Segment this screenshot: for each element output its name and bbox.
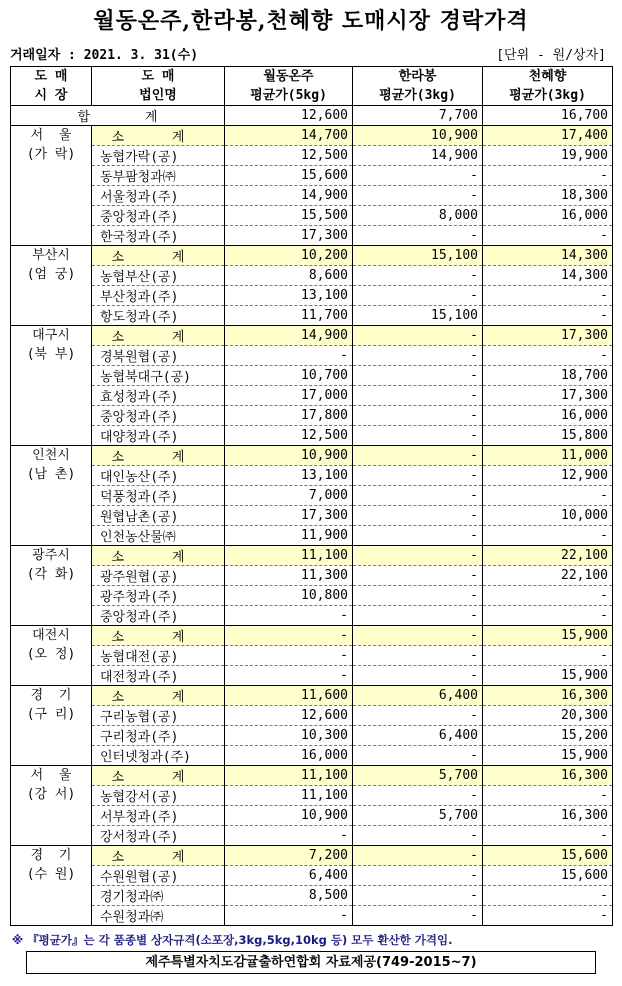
corp-name: 중앙청과(주): [92, 406, 225, 426]
subtotal-label: 소 계: [92, 446, 225, 466]
market-cell: 서 울 (강 서): [11, 766, 92, 846]
market-cell: 경 기 (수 원): [11, 846, 92, 926]
price-cell-1: -: [225, 606, 353, 626]
price-cell-3: 16,300: [483, 806, 613, 826]
market-cell: 대전시 (오 정): [11, 626, 92, 686]
price-cell-2: -: [353, 166, 483, 186]
price-cell-1: 12,500: [225, 146, 353, 166]
price-cell-2: -: [353, 626, 483, 646]
price-cell-2: 15,100: [353, 306, 483, 326]
market-cell: 경 기 (구 리): [11, 686, 92, 766]
price-cell-2: -: [353, 446, 483, 466]
price-cell-3: -: [483, 346, 613, 366]
price-cell-3: -: [483, 646, 613, 666]
price-cell-2: -: [353, 526, 483, 546]
price-cell-3: 17,400: [483, 126, 613, 146]
price-cell-1: 10,900: [225, 806, 353, 826]
header-col1: 월동온주 평균가(5kg): [225, 67, 353, 106]
price-cell-3: 16,300: [483, 766, 613, 786]
price-cell-1: 15,600: [225, 166, 353, 186]
price-cell-1: -: [225, 346, 353, 366]
corp-name: 경북원협(공): [92, 346, 225, 366]
table-row: [11, 606, 613, 626]
price-cell-1: 7,000: [225, 486, 353, 506]
price-cell-1: -: [225, 646, 353, 666]
corp-name: 광주원협(공): [92, 566, 225, 586]
price-cell-3: 15,200: [483, 726, 613, 746]
price-cell-2: -: [353, 746, 483, 766]
corp-name: 대인농산(주): [92, 466, 225, 486]
corp-name: 효성청과(주): [92, 386, 225, 406]
price-cell-2: -: [353, 646, 483, 666]
price-cell-2: 5,700: [353, 766, 483, 786]
price-cell-2: 5,700: [353, 806, 483, 826]
subtotal-row: [11, 626, 613, 646]
price-cell-3: -: [483, 226, 613, 246]
price-cell-3: 17,300: [483, 326, 613, 346]
price-cell-3: 16,000: [483, 406, 613, 426]
corp-name: 구리청과(주): [92, 726, 225, 746]
subtotal-row: [11, 846, 613, 866]
price-cell-3: 15,900: [483, 666, 613, 686]
price-cell-3: 10,000: [483, 506, 613, 526]
price-cell-3: 14,300: [483, 246, 613, 266]
price-cell-2: -: [353, 666, 483, 686]
total-value-3: 16,700: [483, 106, 613, 126]
price-cell-3: 18,700: [483, 366, 613, 386]
page-title: 월동온주,한라봉,천혜향 도매시장 경락가격: [93, 8, 529, 34]
price-cell-3: -: [483, 526, 613, 546]
table-row: [11, 826, 613, 846]
total-value-1: 12,600: [225, 106, 353, 126]
corp-name: 농협대전(공): [92, 646, 225, 666]
subtotal-label: 소 계: [92, 766, 225, 786]
table-row: [11, 866, 613, 886]
price-cell-1: -: [225, 626, 353, 646]
price-cell-2: 6,400: [353, 726, 483, 746]
subtotal-row: [11, 546, 613, 566]
price-cell-1: 13,100: [225, 466, 353, 486]
price-cell-1: 11,600: [225, 686, 353, 706]
subtotal-row: [11, 766, 613, 786]
corp-name: 농협강서(공): [92, 786, 225, 806]
price-cell-2: -: [353, 566, 483, 586]
price-cell-2: 6,400: [353, 686, 483, 706]
subtotal-label: 소 계: [92, 626, 225, 646]
price-cell-1: 10,300: [225, 726, 353, 746]
price-cell-3: -: [483, 486, 613, 506]
table-row: [11, 646, 613, 666]
price-cell-1: 11,100: [225, 786, 353, 806]
price-cell-2: -: [353, 186, 483, 206]
price-cell-2: -: [353, 326, 483, 346]
subtotal-label: 소 계: [92, 246, 225, 266]
corp-name: 인천농산물㈜: [92, 526, 225, 546]
table-row: [11, 786, 613, 806]
market-cell: 광주시 (각 화): [11, 546, 92, 626]
total-label: 합 계: [11, 106, 225, 126]
price-cell-1: 10,800: [225, 586, 353, 606]
price-cell-2: -: [353, 346, 483, 366]
source-box: 제주특별자치도감귤출하연합회 자료제공(749-2015~7): [26, 951, 596, 974]
price-cell-1: 11,900: [225, 526, 353, 546]
table-row: [11, 566, 613, 586]
price-cell-3: 19,900: [483, 146, 613, 166]
price-cell-1: 6,400: [225, 866, 353, 886]
subtotal-label: 소 계: [92, 686, 225, 706]
table-row: [11, 146, 613, 166]
corp-name: 인터넷청과(주): [92, 746, 225, 766]
price-cell-3: 11,000: [483, 446, 613, 466]
table-row: [11, 386, 613, 406]
price-cell-2: -: [353, 706, 483, 726]
price-cell-1: 17,300: [225, 506, 353, 526]
price-cell-2: -: [353, 786, 483, 806]
price-cell-3: -: [483, 306, 613, 326]
corp-name: 강서청과(주): [92, 826, 225, 846]
table-row: [11, 406, 613, 426]
corp-name: 동부팜청과㈜: [92, 166, 225, 186]
price-cell-2: -: [353, 366, 483, 386]
price-cell-1: 10,900: [225, 446, 353, 466]
price-cell-2: -: [353, 386, 483, 406]
price-cell-1: 15,500: [225, 206, 353, 226]
header-corp: 도 매 법인명: [92, 67, 225, 106]
price-cell-2: 15,100: [353, 246, 483, 266]
subtotal-row: [11, 686, 613, 706]
table-row: [11, 186, 613, 206]
price-cell-3: 20,300: [483, 706, 613, 726]
market-cell: 서 울 (가 락): [11, 126, 92, 246]
subtotal-row: [11, 126, 613, 146]
price-cell-3: -: [483, 906, 613, 926]
price-cell-1: -: [225, 826, 353, 846]
price-cell-2: 14,900: [353, 146, 483, 166]
unit-label: [단위 - 원/상자]: [496, 48, 606, 63]
table-row: [11, 226, 613, 246]
price-cell-2: -: [353, 586, 483, 606]
table-row: [11, 166, 613, 186]
subtotal-row: [11, 446, 613, 466]
table-row: [11, 746, 613, 766]
table-row: [11, 346, 613, 366]
table-row: [11, 726, 613, 746]
table-row: [11, 506, 613, 526]
price-cell-2: -: [353, 486, 483, 506]
price-cell-1: 12,600: [225, 706, 353, 726]
corp-name: 서부청과(주): [92, 806, 225, 826]
corp-name: 중앙청과(주): [92, 606, 225, 626]
corp-name: 원협남촌(공): [92, 506, 225, 526]
price-cell-3: -: [483, 826, 613, 846]
price-cell-2: -: [353, 906, 483, 926]
corp-name: 부산청과(주): [92, 286, 225, 306]
price-cell-3: -: [483, 286, 613, 306]
price-cell-3: 17,300: [483, 386, 613, 406]
corp-name: 중앙청과(주): [92, 206, 225, 226]
price-cell-2: -: [353, 846, 483, 866]
price-cell-3: 18,300: [483, 186, 613, 206]
price-cell-2: -: [353, 226, 483, 246]
price-cell-1: 14,900: [225, 326, 353, 346]
price-cell-2: -: [353, 426, 483, 446]
price-cell-1: 11,700: [225, 306, 353, 326]
price-cell-2: -: [353, 866, 483, 886]
price-cell-1: 8,500: [225, 886, 353, 906]
corp-name: 한국청과(주): [92, 226, 225, 246]
market-cell: 대구시 (북 부): [11, 326, 92, 446]
total-value-2: 7,700: [353, 106, 483, 126]
table-row: [11, 706, 613, 726]
header-col3: 천혜향 평균가(3kg): [483, 67, 613, 106]
price-cell-3: -: [483, 886, 613, 906]
price-cell-1: 13,100: [225, 286, 353, 306]
price-cell-3: -: [483, 586, 613, 606]
price-cell-1: -: [225, 666, 353, 686]
table-row: [11, 806, 613, 826]
footnote: ※ 『평균가』는 각 품종별 상자규격(소포장,3kg,5kg,10kg 등) 모두 환산한 가격임.: [12, 933, 453, 947]
price-cell-1: 14,700: [225, 126, 353, 146]
trade-date: 거래일자 : 2021. 3. 31(수): [10, 48, 199, 63]
corp-name: 대양청과(주): [92, 426, 225, 446]
table-row: [11, 466, 613, 486]
price-cell-3: 15,900: [483, 626, 613, 646]
price-cell-3: 15,800: [483, 426, 613, 446]
price-cell-2: -: [353, 266, 483, 286]
corp-name: 서울청과(주): [92, 186, 225, 206]
price-cell-3: -: [483, 606, 613, 626]
price-cell-3: 12,900: [483, 466, 613, 486]
corp-name: 항도청과(주): [92, 306, 225, 326]
table-row: [11, 906, 613, 926]
header-market: 도 매 시 장: [11, 67, 92, 106]
price-cell-1: 10,200: [225, 246, 353, 266]
price-cell-1: 17,000: [225, 386, 353, 406]
price-cell-1: 7,200: [225, 846, 353, 866]
table-row: [11, 666, 613, 686]
price-cell-2: -: [353, 466, 483, 486]
corp-name: 농협가락(공): [92, 146, 225, 166]
price-cell-3: 22,100: [483, 566, 613, 586]
price-cell-2: 10,900: [353, 126, 483, 146]
price-cell-3: 22,100: [483, 546, 613, 566]
price-cell-1: 11,100: [225, 546, 353, 566]
market-cell: 인천시 (남 촌): [11, 446, 92, 546]
price-cell-1: 17,300: [225, 226, 353, 246]
corp-name: 수원원협(공): [92, 866, 225, 886]
table-row: [11, 306, 613, 326]
price-cell-2: -: [353, 606, 483, 626]
price-cell-1: 12,500: [225, 426, 353, 446]
corp-name: 덕풍청과(주): [92, 486, 225, 506]
price-cell-3: -: [483, 166, 613, 186]
price-cell-2: -: [353, 546, 483, 566]
subtotal-label: 소 계: [92, 846, 225, 866]
table-row: [11, 426, 613, 446]
subtotal-label: 소 계: [92, 546, 225, 566]
table-row: [11, 886, 613, 906]
price-cell-3: 14,300: [483, 266, 613, 286]
table-row: [11, 526, 613, 546]
table-row: [11, 486, 613, 506]
price-cell-1: 16,000: [225, 746, 353, 766]
price-cell-2: -: [353, 886, 483, 906]
price-cell-1: 11,100: [225, 766, 353, 786]
price-table: [10, 66, 613, 926]
table-row: [11, 206, 613, 226]
corp-name: 구리농협(공): [92, 706, 225, 726]
corp-name: 대전청과(주): [92, 666, 225, 686]
subtotal-row: [11, 326, 613, 346]
price-cell-2: 8,000: [353, 206, 483, 226]
price-cell-1: 11,300: [225, 566, 353, 586]
price-cell-1: -: [225, 906, 353, 926]
price-cell-3: 15,900: [483, 746, 613, 766]
subtotal-label: 소 계: [92, 326, 225, 346]
corp-name: 수원청과㈜: [92, 906, 225, 926]
price-cell-3: 15,600: [483, 846, 613, 866]
price-cell-2: -: [353, 286, 483, 306]
corp-name: 광주청과(주): [92, 586, 225, 606]
corp-name: 농협부산(공): [92, 266, 225, 286]
price-cell-3: 15,600: [483, 866, 613, 886]
market-cell: 부산시 (엄 궁): [11, 246, 92, 326]
price-cell-1: 8,600: [225, 266, 353, 286]
price-cell-3: 16,300: [483, 686, 613, 706]
price-cell-2: -: [353, 826, 483, 846]
table-row: [11, 286, 613, 306]
price-cell-1: 14,900: [225, 186, 353, 206]
price-cell-1: 17,800: [225, 406, 353, 426]
price-cell-3: -: [483, 786, 613, 806]
corp-name: 농협북대구(공): [92, 366, 225, 386]
table-row: [11, 266, 613, 286]
table-row: [11, 586, 613, 606]
price-cell-3: 16,000: [483, 206, 613, 226]
header-col2: 한라봉 평균가(3kg): [353, 67, 483, 106]
subtotal-row: [11, 246, 613, 266]
corp-name: 경기청과㈜: [92, 886, 225, 906]
table-row: [11, 366, 613, 386]
price-cell-1: 10,700: [225, 366, 353, 386]
price-cell-2: -: [353, 406, 483, 426]
price-cell-2: -: [353, 506, 483, 526]
subtotal-label: 소 계: [92, 126, 225, 146]
